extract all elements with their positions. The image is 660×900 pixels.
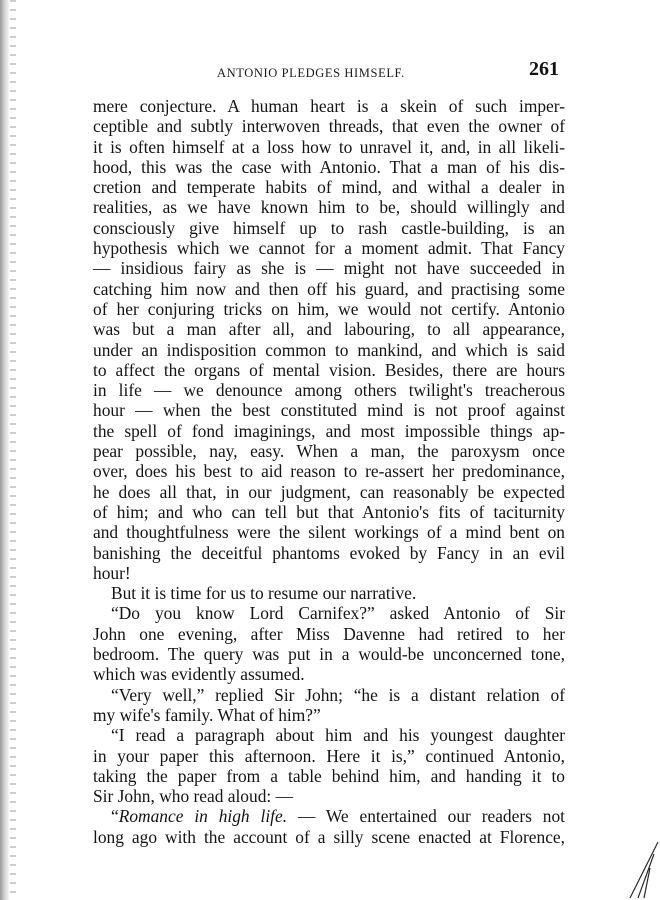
text-line: “Very well,” replied Sir John; “he is a distant relation of (111, 684, 565, 705)
text-line: John one evening, after Miss Davenne had retired to her (93, 623, 565, 644)
text-line: mere conjecture. A human heart is a skein of such imper- (93, 96, 565, 116)
text-line: under an indisposition common to mankind, and which is said (93, 339, 565, 360)
binding-edge (10, 0, 16, 900)
text-line: he does all that, in our judgment, can reasonably be expected (93, 481, 565, 502)
text-line: “Do you know Lord Carnifex?” asked Antonio of Sir (111, 603, 565, 624)
italic-heading: Romance in high life. (118, 806, 288, 827)
page-corner-mark (610, 840, 660, 900)
text-line: long ago with the account of a silly scene enacted at Florence, (93, 826, 565, 847)
text-line: of him; and who can tell but that Antonio's fits of taciturnity (93, 501, 565, 522)
text-line: to affect the organs of mental vision. Besides, there are hours (93, 359, 565, 380)
text-line: hood, this was the case with Antonio. That a man of his dis- (93, 156, 565, 177)
text-line: hour! (93, 562, 131, 583)
text-line: — insidious fairy as she is — might not have succeeded in (93, 258, 565, 279)
text-line: in your paper this afternoon. Here it is,” continued Antonio, (93, 745, 565, 766)
text-line (93, 806, 565, 826)
text-line: over, does his best to aid reason to re-assert her predominance, (93, 461, 565, 482)
text-line: of her conjuring tricks on him, we would not certify. Antonio (93, 298, 565, 319)
open-quote: “ (111, 806, 119, 827)
text-line: the spell of fond imaginings, and most impossible things ap- (93, 420, 565, 441)
text-line: ceptible and subtly interwoven threads, that even the owner of (93, 116, 565, 137)
body-text (93, 96, 565, 847)
text-line: my wife's family. What of him?” (93, 704, 321, 725)
text-line: consciously give himself up to rash castle-building, is an (93, 217, 565, 238)
text-line: which was evidently assumed. (93, 664, 305, 685)
running-head: ANTONIO PLEDGES HIMSELF. (217, 66, 405, 80)
text-line: it is often himself at a loss how to unravel it, and, in all likeli- (93, 136, 565, 157)
line-rest: — We entertained our readers not (287, 806, 565, 827)
text-line: was but a man after all, and labouring, to all appearance, (93, 319, 565, 340)
page-number: 261 (529, 58, 559, 80)
page-edge-shadow (0, 0, 10, 900)
text-line: catching him now and then off his guard, and practising some (93, 278, 565, 299)
text-line: and thoughtfulness were the silent workings of a mind bent on (93, 522, 565, 543)
text-line: banishing the deceitful phantoms evoked by Fancy in an evil (93, 542, 565, 563)
text-line: “I read a paragraph about him and his youngest daughter (111, 725, 565, 746)
text-line: hour — when the best constituted mind is not proof against (93, 400, 565, 421)
text-line: hypothesis which we cannot for a moment admit. That Fancy (93, 238, 565, 259)
text-line: But it is time for us to resume our narrative. (111, 583, 417, 604)
text-line: in life — we denounce among others twilight's treacherous (93, 380, 565, 401)
page-header (93, 58, 573, 88)
text-line: Sir John, who read aloud: — (93, 786, 293, 807)
text-line: pear possible, nay, easy. When a man, the paroxysm once (93, 441, 565, 462)
text-line: bedroom. The query was put in a would-be unconcerned tone, (93, 644, 565, 665)
text-line: realities, as we have known him to be, should willingly and (93, 197, 565, 218)
text-line: taking the paper from a table behind him, and handing it to (93, 765, 565, 786)
text-line: cretion and temperate habits of mind, and withal a dealer in (93, 177, 565, 198)
